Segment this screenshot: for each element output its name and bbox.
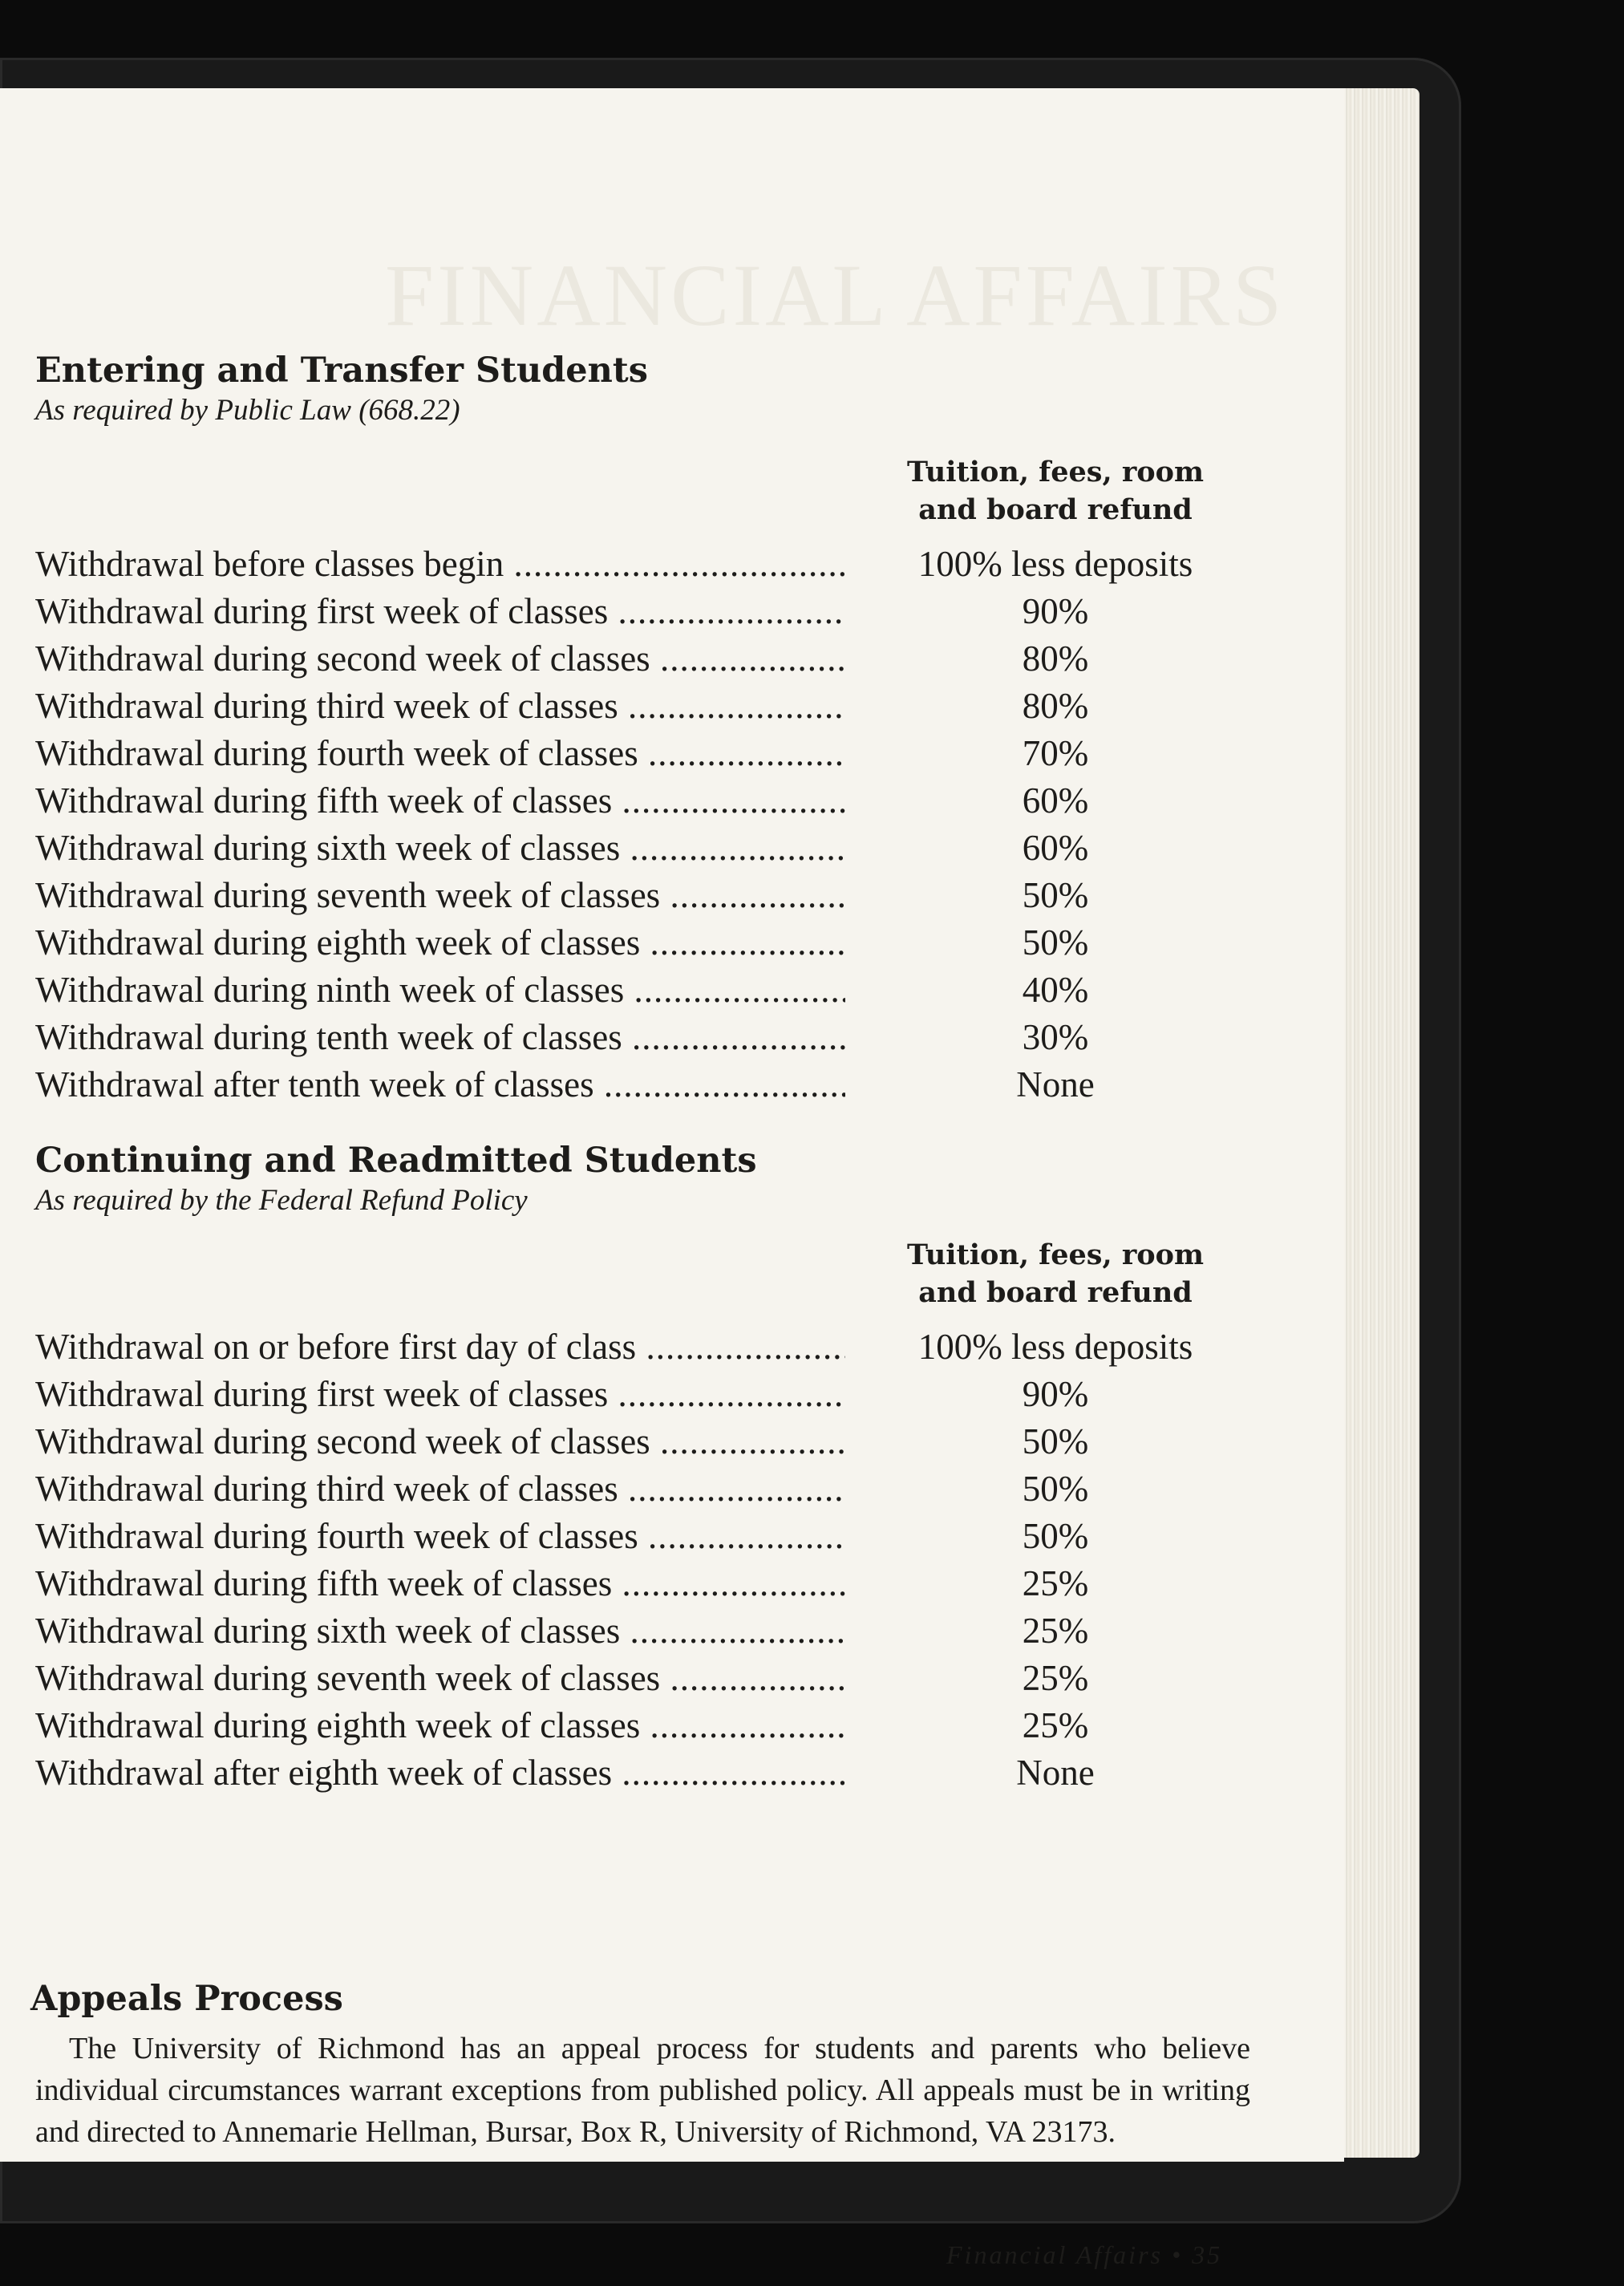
row-refund-value: None bbox=[1016, 1753, 1095, 1793]
entering-column-header bbox=[855, 453, 1256, 529]
row-refund-value: 90% bbox=[1022, 591, 1089, 631]
column-header-line: and board refund bbox=[918, 1276, 1193, 1309]
row-refund-value: 25% bbox=[1022, 1658, 1089, 1698]
row-refund-value: 30% bbox=[1022, 1017, 1089, 1057]
table-row bbox=[35, 1560, 1222, 1607]
row-label: Withdrawal during sixth week of classes ..... bbox=[35, 1607, 845, 1655]
row-refund-value: None bbox=[1016, 1064, 1095, 1104]
footer-section-name: Financial Affairs bbox=[946, 2240, 1163, 2269]
table-row bbox=[35, 1014, 1222, 1061]
row-label: Withdrawal after tenth week of classes ..... bbox=[35, 1061, 845, 1109]
row-refund-value: 50% bbox=[1022, 1469, 1089, 1509]
row-label: Withdrawal during third week of classes ..... bbox=[35, 683, 845, 730]
table-row bbox=[35, 777, 1222, 825]
appeals-body: The University of Richmond has an appeal process for students and parents who believe individual circumstances warrant exceptions from published policy. All appeals must be in writing and directed to Annemarie Hellman, Bursar, Box R, University of Richmond, VA 23173. bbox=[35, 2032, 1250, 2149]
continuing-subheading: As required by the Federal Refund Policy bbox=[35, 1184, 528, 1217]
table-row bbox=[35, 1061, 1222, 1109]
row-label: Withdrawal before classes begin ..... bbox=[35, 541, 845, 588]
row-label: Withdrawal during eighth week of classes ..... bbox=[35, 919, 845, 967]
table-row bbox=[35, 967, 1222, 1014]
footer-separator: • bbox=[1171, 2240, 1184, 2269]
table-row bbox=[35, 1465, 1222, 1513]
table-row bbox=[35, 1513, 1222, 1560]
table-row bbox=[35, 919, 1222, 967]
row-refund-value: 80% bbox=[1022, 638, 1089, 679]
table-row bbox=[35, 1323, 1222, 1371]
row-label: Withdrawal on or before first day of class ..... bbox=[35, 1323, 845, 1371]
row-refund-value: 40% bbox=[1022, 970, 1089, 1010]
entering-refund-table bbox=[35, 541, 1222, 1109]
table-row bbox=[35, 1655, 1222, 1702]
row-label: Withdrawal during eighth week of classes ..... bbox=[35, 1702, 845, 1749]
table-row bbox=[35, 635, 1222, 683]
row-refund-value: 50% bbox=[1022, 922, 1089, 963]
row-label: Withdrawal during fourth week of classes ..... bbox=[35, 730, 845, 777]
row-refund-value: 50% bbox=[1022, 875, 1089, 915]
appeals-heading: Appeals Process bbox=[30, 1979, 343, 2019]
table-row bbox=[35, 683, 1222, 730]
row-refund-value: 90% bbox=[1022, 1374, 1089, 1414]
row-label: Withdrawal during tenth week of classes ..... bbox=[35, 1014, 845, 1061]
row-label: Withdrawal during fourth week of classes ..... bbox=[35, 1513, 845, 1560]
continuing-column-header bbox=[855, 1236, 1256, 1311]
page-footer bbox=[946, 2240, 1222, 2270]
table-row bbox=[35, 1371, 1222, 1418]
row-label: Withdrawal after eighth week of classes ..... bbox=[35, 1749, 845, 1797]
row-refund-value: 50% bbox=[1022, 1516, 1089, 1556]
row-refund-value: 60% bbox=[1022, 780, 1089, 821]
table-row bbox=[35, 872, 1222, 919]
row-refund-value: 25% bbox=[1022, 1563, 1089, 1603]
column-header-line: Tuition, fees, room bbox=[906, 1238, 1205, 1271]
row-refund-value: 25% bbox=[1022, 1611, 1089, 1651]
row-label: Withdrawal during second week of classes ..... bbox=[35, 635, 845, 683]
row-refund-value: 70% bbox=[1022, 733, 1089, 773]
row-refund-value: 60% bbox=[1022, 828, 1089, 868]
table-row bbox=[35, 1607, 1222, 1655]
page-number: 35 bbox=[1192, 2240, 1223, 2269]
continuing-section-header bbox=[35, 1139, 1222, 1219]
table-row bbox=[35, 1749, 1222, 1797]
book-page bbox=[0, 88, 1344, 2269]
row-refund-value: 100% less deposits bbox=[917, 1327, 1193, 1367]
page-edges bbox=[1331, 88, 1419, 2158]
row-label: Withdrawal during second week of classes ..... bbox=[35, 1418, 845, 1465]
row-label: Withdrawal during fifth week of classes ..... bbox=[35, 777, 845, 825]
row-label: Withdrawal during third week of classes ..... bbox=[35, 1465, 845, 1513]
bleed-through-title: FINANCIAL AFFAIRS bbox=[385, 246, 1286, 344]
entering-subheading: As required by Public Law (668.22) bbox=[35, 394, 460, 427]
row-label: Withdrawal during ninth week of classes ..... bbox=[35, 967, 845, 1014]
row-label: Withdrawal during sixth week of classes ..... bbox=[35, 825, 845, 872]
row-refund-value: 80% bbox=[1022, 686, 1089, 726]
row-label: Withdrawal during first week of classes ..... bbox=[35, 1371, 845, 1418]
table-row bbox=[35, 1702, 1222, 1749]
row-refund-value: 100% less deposits bbox=[917, 544, 1193, 584]
table-row bbox=[35, 588, 1222, 635]
row-refund-value: 50% bbox=[1022, 1421, 1089, 1461]
row-refund-value: 25% bbox=[1022, 1705, 1089, 1745]
table-row bbox=[35, 730, 1222, 777]
row-label: Withdrawal during first week of classes ..... bbox=[35, 588, 845, 635]
column-header-line: and board refund bbox=[918, 493, 1193, 526]
continuing-heading: Continuing and Readmitted Students bbox=[35, 1141, 757, 1181]
table-row bbox=[35, 825, 1222, 872]
table-row bbox=[35, 1418, 1222, 1465]
entering-heading: Entering and Transfer Students bbox=[35, 351, 648, 391]
column-header-line: Tuition, fees, room bbox=[906, 456, 1205, 488]
row-label: Withdrawal during seventh week of classes ..... bbox=[35, 1655, 845, 1702]
continuing-refund-table bbox=[35, 1323, 1222, 1797]
row-label: Withdrawal during fifth week of classes ..... bbox=[35, 1560, 845, 1607]
row-label: Withdrawal during seventh week of classes ..... bbox=[35, 872, 845, 919]
entering-section-header bbox=[35, 349, 1222, 429]
table-row bbox=[35, 541, 1222, 588]
